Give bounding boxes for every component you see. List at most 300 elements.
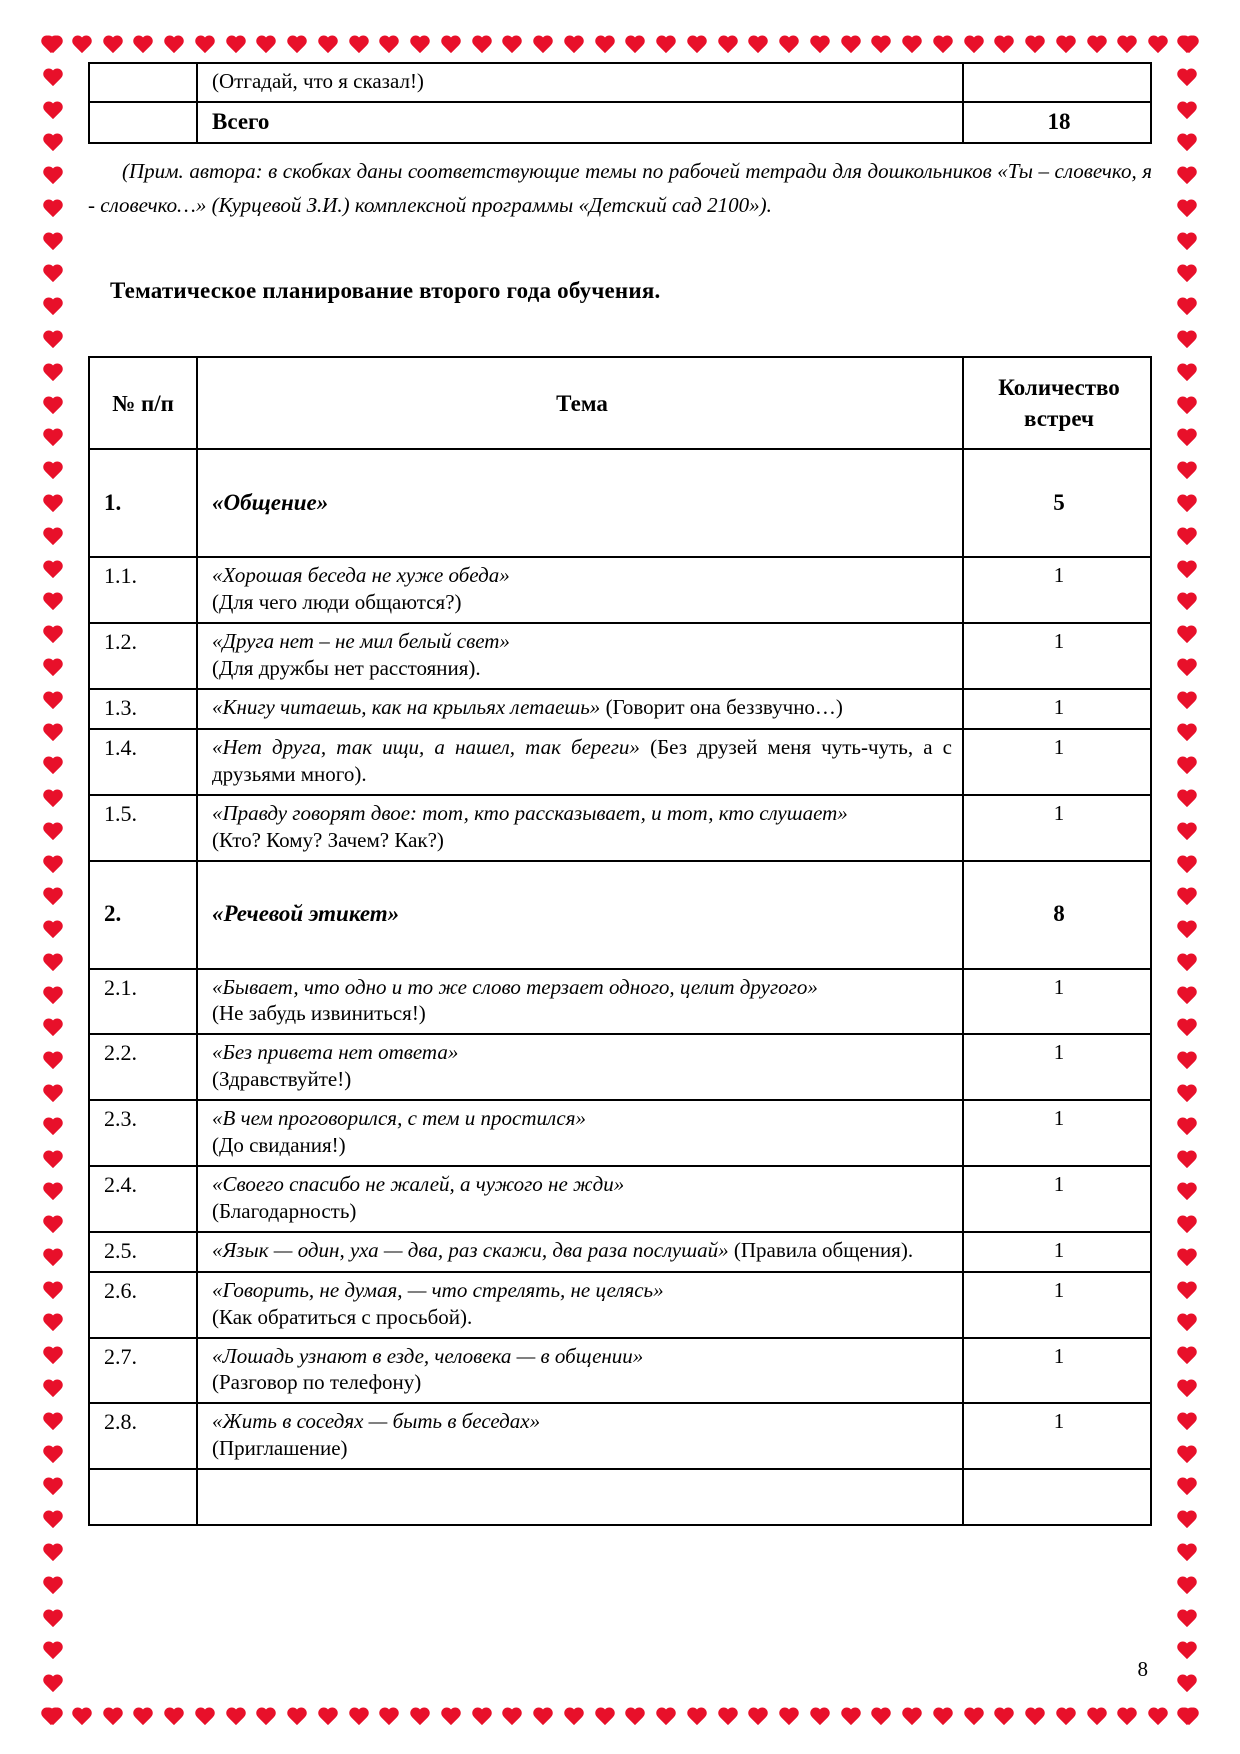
heart-icon <box>1024 36 1046 56</box>
heart-icon <box>42 659 64 679</box>
heart-icon <box>42 757 64 777</box>
heart-icon <box>42 1511 64 1531</box>
heart-icon <box>409 36 431 56</box>
heart-icon <box>901 36 923 56</box>
row-theme-cell <box>197 449 963 557</box>
heart-icon <box>1176 364 1198 384</box>
theme-proverb: «Лошадь узнают в езде, человека — в общении» <box>212 1343 644 1368</box>
heart-icon <box>42 233 64 253</box>
main-table-wrapper <box>88 356 1152 1526</box>
row-theme-cell <box>197 1100 963 1166</box>
heart-icon <box>1176 888 1198 908</box>
row-theme-cell <box>197 1232 963 1272</box>
heart-icon <box>1176 1577 1198 1597</box>
heart-icon <box>870 1708 892 1728</box>
heart-icon <box>42 823 64 843</box>
table-row <box>89 795 1151 861</box>
heart-icon <box>624 36 646 56</box>
table-row <box>89 1272 1151 1338</box>
row-number-cell: 1.4. <box>89 729 197 795</box>
heart-icon <box>932 36 954 56</box>
theme-proverb: «Язык — один, уха — два, раз скажи, два раза послушай» <box>212 1237 729 1262</box>
heart-icon <box>993 1708 1015 1728</box>
heart-icon <box>1176 528 1198 548</box>
heart-icon <box>194 1708 216 1728</box>
theme-proverb: «Хорошая беседа не хуже обеда» <box>212 563 510 588</box>
row-number-cell: 2.1. <box>89 969 197 1035</box>
heart-icon <box>1176 167 1198 187</box>
heart-icon <box>1024 1708 1046 1728</box>
table-row <box>89 623 1151 689</box>
heart-icon <box>42 1249 64 1269</box>
heart-icon <box>1176 1478 1198 1498</box>
heart-icon <box>317 36 339 56</box>
heart-icon <box>378 1708 400 1728</box>
heart-icon <box>348 1708 370 1728</box>
row-theme-cell <box>197 795 963 861</box>
heart-icon <box>1176 1183 1198 1203</box>
theme-subtitle: (Кто? Кому? Зачем? Как?) <box>212 827 444 852</box>
column-header-number: № п/п <box>89 357 197 449</box>
row-theme-cell <box>197 969 963 1035</box>
heart-icon <box>1176 1708 1198 1728</box>
heart-icon <box>255 1708 277 1728</box>
heart-icon <box>102 36 124 56</box>
row-theme-cell <box>197 689 963 729</box>
table-row <box>89 557 1151 623</box>
heart-icon <box>501 1708 523 1728</box>
heart-icon <box>1176 987 1198 1007</box>
heart-icon <box>1176 1249 1198 1269</box>
theme-proverb: «Жить в соседях — быть в беседах» <box>212 1409 541 1434</box>
heart-icon <box>1176 1282 1198 1302</box>
heart-icon <box>747 36 769 56</box>
heart-icon <box>42 397 64 417</box>
heart-icon <box>42 528 64 548</box>
heart-icon <box>686 1708 708 1728</box>
heart-icon <box>42 200 64 220</box>
page-number: 8 <box>1137 1657 1148 1681</box>
heart-icon <box>532 1708 554 1728</box>
row-number-cell: 1.3. <box>89 689 197 729</box>
heart-icon <box>42 1610 64 1630</box>
heart-icon <box>225 1708 247 1728</box>
heart-icon <box>71 36 93 56</box>
heart-icon <box>132 36 154 56</box>
heart-icon <box>532 36 554 56</box>
heart-icon <box>717 36 739 56</box>
heart-icon <box>42 134 64 154</box>
row-count-cell: 1 <box>963 1338 1151 1404</box>
heart-icon <box>1116 1708 1138 1728</box>
row-number-cell: 1. <box>89 449 197 557</box>
heart-icon <box>42 1216 64 1236</box>
heart-icon <box>348 36 370 56</box>
heart-icon <box>1176 856 1198 876</box>
heart-icon <box>40 36 62 56</box>
heart-icon <box>1055 36 1077 56</box>
heart-icon <box>1086 1708 1108 1728</box>
heart-icon <box>1176 593 1198 613</box>
row-number-cell: 2.5. <box>89 1232 197 1272</box>
heart-icon <box>1176 1413 1198 1433</box>
heart-icon <box>42 69 64 89</box>
row-theme-cell <box>197 1403 963 1469</box>
heart-icon <box>317 1708 339 1728</box>
heart-icon <box>471 36 493 56</box>
heart-icon <box>42 167 64 187</box>
row-theme-cell <box>197 861 963 969</box>
theme-subtitle: (Правила общения). <box>728 1237 914 1262</box>
heart-icon <box>42 429 64 449</box>
theme-subtitle: (Приглашение) <box>212 1436 348 1461</box>
theme-subtitle: (Как обратиться с просьбой). <box>212 1304 473 1329</box>
heart-icon <box>42 856 64 876</box>
heart-icon <box>42 1708 64 1728</box>
column-header-theme: Тема <box>197 357 963 449</box>
heart-icon <box>440 1708 462 1728</box>
heart-icon <box>1178 1708 1200 1728</box>
theme-proverb: «Речевой этикет» <box>212 900 400 926</box>
row-number-cell: 1.1. <box>89 557 197 623</box>
heart-icon <box>1176 1085 1198 1105</box>
heart-icon <box>42 1019 64 1039</box>
heart-icon <box>42 364 64 384</box>
theme-proverb: «В чем проговорился, с тем и простился» <box>212 1106 586 1131</box>
theme-subtitle: (Говорит она беззвучно…) <box>600 694 843 719</box>
row-theme-cell <box>197 1034 963 1100</box>
heart-icon <box>102 1708 124 1728</box>
heart-icon <box>963 36 985 56</box>
row-number-cell: 2. <box>89 861 197 969</box>
theme-proverb: «Без привета нет ответа» <box>212 1040 459 1065</box>
heart-icon <box>1176 462 1198 482</box>
carryover-row-0-num <box>89 63 197 102</box>
heart-icon <box>747 1708 769 1728</box>
heart-icon <box>686 36 708 56</box>
row-count-cell: 5 <box>963 449 1151 557</box>
theme-subtitle: (Для чего люди общаются?) <box>212 590 462 615</box>
heart-icon <box>1176 1380 1198 1400</box>
heart-icon <box>1176 659 1198 679</box>
carryover-table <box>88 62 1152 144</box>
row-number-cell: 2.6. <box>89 1272 197 1338</box>
heart-icon <box>42 331 64 351</box>
heart-icon <box>42 561 64 581</box>
row-number-cell <box>89 1469 197 1525</box>
heart-border-left <box>42 36 64 1728</box>
heart-icon <box>1116 36 1138 56</box>
row-theme-cell <box>197 1166 963 1232</box>
heart-icon <box>1176 1151 1198 1171</box>
heart-icon <box>42 1085 64 1105</box>
heart-icon <box>809 1708 831 1728</box>
heart-icon <box>42 1380 64 1400</box>
heart-icon <box>1176 1314 1198 1334</box>
heart-icon <box>42 1282 64 1302</box>
theme-proverb: «Общение» <box>212 489 329 515</box>
heart-icon <box>1176 1446 1198 1466</box>
row-count-cell: 1 <box>963 729 1151 795</box>
heart-icon <box>655 1708 677 1728</box>
heart-icon <box>1176 298 1198 318</box>
heart-icon <box>40 1708 62 1728</box>
heart-icon <box>563 1708 585 1728</box>
heart-icon <box>1176 397 1198 417</box>
heart-icon <box>42 495 64 515</box>
heart-icon <box>1178 36 1200 56</box>
row-theme-cell <box>197 557 963 623</box>
heart-icon <box>840 1708 862 1728</box>
table-row <box>89 1100 1151 1166</box>
row-count-cell: 1 <box>963 1232 1151 1272</box>
heart-icon <box>42 1577 64 1597</box>
heart-icon <box>1176 561 1198 581</box>
heart-icon <box>1176 1019 1198 1039</box>
heart-icon <box>1176 1052 1198 1072</box>
heart-icon <box>42 790 64 810</box>
table-row <box>89 729 1151 795</box>
table-row-empty <box>89 1469 1151 1525</box>
table-row <box>89 1034 1151 1100</box>
theme-subtitle: (Здравствуйте!) <box>212 1067 352 1092</box>
row-number-cell: 1.5. <box>89 795 197 861</box>
heart-icon <box>1176 36 1198 56</box>
theme-proverb: «Правду говорят двое: тот, кто рассказывает, и тот, кто слушает» <box>212 800 848 825</box>
carryover-row-0-theme: (Отгадай, что я сказал!) <box>197 63 963 102</box>
heart-icon <box>42 987 64 1007</box>
row-number-cell: 2.8. <box>89 1403 197 1469</box>
table-row <box>89 1338 1151 1404</box>
heart-icon <box>932 1708 954 1728</box>
heart-icon <box>1147 36 1169 56</box>
table-row <box>89 1166 1151 1232</box>
heart-icon <box>1176 134 1198 154</box>
row-count-cell: 1 <box>963 1403 1151 1469</box>
heart-icon <box>778 36 800 56</box>
row-number-cell: 1.2. <box>89 623 197 689</box>
row-number-cell: 2.3. <box>89 1100 197 1166</box>
heart-icon <box>1176 823 1198 843</box>
theme-subtitle: (До свидания!) <box>212 1132 346 1157</box>
heart-icon <box>42 462 64 482</box>
row-theme-cell <box>197 623 963 689</box>
heart-icon <box>42 1544 64 1564</box>
table-row <box>89 63 1151 102</box>
heart-icon <box>1176 1642 1198 1662</box>
heart-icon <box>42 724 64 744</box>
heart-icon <box>42 1183 64 1203</box>
heart-icon <box>1176 921 1198 941</box>
theme-subtitle: (Не забудь извиниться!) <box>212 1001 426 1026</box>
heart-icon <box>1176 233 1198 253</box>
heart-icon <box>963 1708 985 1728</box>
row-count-cell <box>963 1469 1151 1525</box>
heart-icon <box>1176 69 1198 89</box>
heart-icon <box>409 1708 431 1728</box>
heart-icon <box>563 36 585 56</box>
page-content <box>88 62 1152 1526</box>
heart-icon <box>594 36 616 56</box>
heart-icon <box>42 1118 64 1138</box>
heart-icon <box>42 626 64 646</box>
heart-icon <box>42 1446 64 1466</box>
row-theme-cell <box>197 1338 963 1404</box>
carryover-table-body <box>89 63 1151 143</box>
heart-icon <box>1176 429 1198 449</box>
heart-icon <box>42 36 64 56</box>
heart-icon <box>42 1413 64 1433</box>
row-count-cell: 1 <box>963 689 1151 729</box>
row-theme-cell <box>197 1272 963 1338</box>
row-number-cell: 2.7. <box>89 1338 197 1404</box>
column-header-count <box>963 357 1151 449</box>
heart-icon <box>993 36 1015 56</box>
heart-icon <box>471 1708 493 1728</box>
heart-icon <box>1176 1511 1198 1531</box>
heart-icon <box>1176 790 1198 810</box>
thematic-plan-table <box>88 356 1152 1526</box>
heart-icon <box>286 36 308 56</box>
row-count-cell: 1 <box>963 1166 1151 1232</box>
table-row-group <box>89 449 1151 557</box>
heart-icon <box>1176 200 1198 220</box>
row-count-cell: 1 <box>963 1034 1151 1100</box>
carryover-row-0-count <box>963 63 1151 102</box>
heart-icon <box>163 1708 185 1728</box>
heart-icon <box>1176 102 1198 122</box>
theme-subtitle: (Для дружбы нет расстояния). <box>212 656 481 681</box>
theme-proverb: «Нет друга, так ищи, а нашел, так береги» <box>212 735 640 760</box>
theme-proverb: «Своего спасибо не жалей, а чужого не жди» <box>212 1171 625 1196</box>
heart-icon <box>132 1708 154 1728</box>
row-count-cell: 1 <box>963 557 1151 623</box>
theme-proverb: «Говорить, не думая, — что стрелять, не целясь» <box>212 1277 664 1302</box>
thematic-plan-table-head <box>89 357 1151 449</box>
heart-icon <box>1176 757 1198 777</box>
heart-icon <box>71 1708 93 1728</box>
heart-icon <box>1176 1610 1198 1630</box>
heart-icon <box>42 1314 64 1334</box>
heart-icon <box>1176 265 1198 285</box>
heart-icon <box>1176 1675 1198 1695</box>
column-header-count-line1: Количество <box>998 375 1120 401</box>
heart-icon <box>255 36 277 56</box>
heart-icon <box>42 1478 64 1498</box>
heart-icon <box>1176 724 1198 744</box>
table-row-group <box>89 861 1151 969</box>
row-theme-cell <box>197 1469 963 1525</box>
heart-icon <box>1176 692 1198 712</box>
heart-icon <box>42 1642 64 1662</box>
heart-icon <box>809 36 831 56</box>
page-title: Тематическое планирование второго года обучения. <box>110 278 661 304</box>
heart-icon <box>42 1052 64 1072</box>
row-number-cell: 2.4. <box>89 1166 197 1232</box>
row-count-cell: 8 <box>963 861 1151 969</box>
heart-icon <box>225 36 247 56</box>
heart-icon <box>840 36 862 56</box>
heart-icon <box>42 593 64 613</box>
heart-icon <box>378 36 400 56</box>
heart-icon <box>1147 1708 1169 1728</box>
table-row <box>89 1403 1151 1469</box>
theme-proverb: «Бывает, что одно и то же слово терзает одного, целит другого» <box>212 974 818 999</box>
heart-border-right <box>1176 36 1198 1728</box>
heart-icon <box>1055 1708 1077 1728</box>
heart-icon <box>901 1708 923 1728</box>
heart-icon <box>42 692 64 712</box>
row-count-cell: 1 <box>963 1272 1151 1338</box>
heart-border-top <box>40 36 1200 56</box>
author-note: (Прим. автора: в скобках даны соответствующие темы по рабочей тетради для дошкольников «Ты – словечко, я - словечко…» (Курцевой З.И.) комплексной программы «Детский сад 2100»). <box>88 159 1152 218</box>
heart-icon <box>1176 1347 1198 1367</box>
column-header-count-line2: встреч <box>1024 406 1094 432</box>
table-row <box>89 689 1151 729</box>
heart-icon <box>42 888 64 908</box>
carryover-row-1-theme: Всего <box>197 102 963 143</box>
theme-proverb: «Друга нет – не мил белый свет» <box>212 629 510 654</box>
heart-border-bottom <box>40 1708 1200 1728</box>
heart-icon <box>440 36 462 56</box>
thematic-plan-table-body <box>89 449 1151 1525</box>
row-count-cell: 1 <box>963 623 1151 689</box>
heart-icon <box>624 1708 646 1728</box>
theme-subtitle: (Благодарность) <box>212 1198 357 1223</box>
row-count-cell: 1 <box>963 795 1151 861</box>
row-count-cell: 1 <box>963 1100 1151 1166</box>
heart-icon <box>1176 1544 1198 1564</box>
heart-icon <box>42 1675 64 1695</box>
heart-icon <box>655 36 677 56</box>
heart-icon <box>1176 626 1198 646</box>
heart-icon <box>1176 1118 1198 1138</box>
table-row <box>89 1232 1151 1272</box>
heart-icon <box>870 36 892 56</box>
heart-icon <box>286 1708 308 1728</box>
row-theme-cell <box>197 729 963 795</box>
heart-icon <box>194 36 216 56</box>
heart-icon <box>717 1708 739 1728</box>
heart-icon <box>1176 331 1198 351</box>
heart-icon <box>778 1708 800 1728</box>
theme-subtitle: (Разговор по телефону) <box>212 1370 422 1395</box>
heart-icon <box>1176 1216 1198 1236</box>
heart-icon <box>42 954 64 974</box>
heart-icon <box>594 1708 616 1728</box>
carryover-row-1-num <box>89 102 197 143</box>
table-row <box>89 102 1151 143</box>
heart-icon <box>1176 954 1198 974</box>
heart-icon <box>42 102 64 122</box>
theme-proverb: «Книгу читаешь, как на крыльях летаешь» <box>212 694 601 719</box>
heart-icon <box>42 1151 64 1171</box>
row-number-cell: 2.2. <box>89 1034 197 1100</box>
heart-icon <box>163 36 185 56</box>
heart-icon <box>42 1347 64 1367</box>
heart-icon <box>42 265 64 285</box>
carryover-row-1-count: 18 <box>963 102 1151 143</box>
table-header-row <box>89 357 1151 449</box>
heart-icon <box>1086 36 1108 56</box>
heart-icon <box>42 921 64 941</box>
heart-icon <box>1176 495 1198 515</box>
table-row <box>89 969 1151 1035</box>
heart-icon <box>501 36 523 56</box>
theme-subtitle: (Без друзей меня чуть-чуть, а с друзьями много). <box>212 735 952 786</box>
row-count-cell: 1 <box>963 969 1151 1035</box>
heart-icon <box>42 298 64 318</box>
